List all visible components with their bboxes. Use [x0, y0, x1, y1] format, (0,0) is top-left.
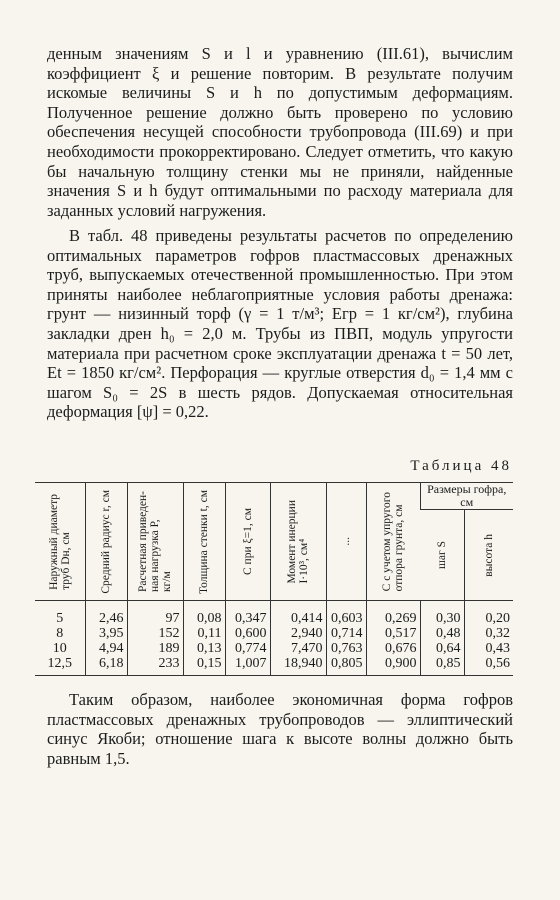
paragraph-2: В табл. 48 приведены результаты расчетов по определению оптимальных параметров гофров пластмассовых дренажных труб, выпускаемых отечественной промышленностью. При этом приняты наиболее неблагоприятные условия работы дренажа: грунт — низинный торф (γ = 1 т/м³; Eгр = 1 кг/см²), глубина закладки дрен h₀ = 2,0 м. Трубы из ПВП, модуль упругости материала при расчетном сроке эксплуатации дренажа t = 50 лет, Et = 1850 кг/см². Перфорация — круглые отверстия d₀ = 1,4 мм с шагом S₀ = 2S в шесть рядов. Допускаемая относительная деформация [ψ] = 0,22. — [47, 226, 513, 422]
table-cell: 12,5 — [35, 656, 85, 676]
header-mean-radius: Средний радиус r, см — [85, 483, 127, 601]
table-cell: 6,18 — [85, 656, 127, 676]
table-cell: 0,805 — [326, 656, 366, 676]
header-wall-thickness: Толщина стенки t, см — [183, 483, 225, 601]
table-cell: 0,11 — [183, 626, 225, 641]
header-design-load: Расчетная приведен- ная нагрузка P, кг/м — [127, 483, 183, 601]
header-col7: ... — [326, 483, 366, 601]
table-cell: 233 — [127, 656, 183, 676]
table-cell: 2,940 — [270, 626, 326, 641]
table-cell: 0,56 — [464, 656, 513, 676]
table-cell: 0,64 — [420, 641, 464, 656]
table-cell: 0,85 — [420, 656, 464, 676]
paragraph-1: денным значениям S и l и уравнению (III.61), вычислим коэффициент ξ и решение повторим. В результате получим искомые величины S и h по допустимым деформациям. Полученное решение должно быть проверено по условию обеспечения несущей способности трубопровода (III.69) и при необходимости прокорректировано. Следует отметить, что какую бы начальную толщину стенки мы не приняли, найденные значения S и h будут оптимальными по расходу материала для заданных условий нагружения. — [47, 44, 513, 220]
table-cell: 0,43 — [464, 641, 513, 656]
table-cell: 5 — [56, 611, 64, 626]
header-height: высота h — [464, 510, 513, 601]
header-c-xi1: C при ξ=1, см — [225, 483, 270, 601]
table-caption: Таблица 48 — [410, 458, 512, 474]
table-cell: 7,470 — [270, 641, 326, 656]
table-cell: 0,15 — [183, 656, 225, 676]
table-cell: 0,600 — [225, 626, 270, 641]
table-cell: 3,95 — [85, 626, 127, 641]
table-cell: 2,46 — [85, 601, 127, 627]
table-cell: 0,08 — [183, 601, 225, 627]
table-row — [35, 601, 513, 627]
data-table — [35, 482, 513, 676]
table-cell: 0,30 — [420, 601, 464, 627]
table-cell: 10 — [52, 641, 67, 656]
table-cell: 0,269 — [366, 601, 420, 627]
table-cell: 1,007 — [225, 656, 270, 676]
header-corrugation-size: Размеры гофра, см — [420, 483, 513, 510]
table-cell: 97 — [127, 601, 183, 627]
table-cell: 8 — [56, 626, 64, 641]
header-pitch: шаг S — [420, 510, 464, 601]
table-cell: 4,94 — [85, 641, 127, 656]
table-cell: 0,714 — [326, 626, 366, 641]
table-cell: 0,13 — [183, 641, 225, 656]
table-cell: 0,517 — [366, 626, 420, 641]
table-cell: 189 — [127, 641, 183, 656]
table-cell: 0,774 — [225, 641, 270, 656]
table-row — [35, 641, 513, 656]
table-cell: 0,676 — [366, 641, 420, 656]
table-cell: 0,603 — [326, 601, 366, 627]
table-row — [35, 656, 513, 676]
table-cell: 18,940 — [270, 656, 326, 676]
paragraph-3: Таким образом, наиболее экономичная форма гофров пластмассовых дренажных трубопроводов — эллиптический синус Якоби; отношение шага к высоте волны должно быть равным 1,5. — [47, 690, 513, 768]
header-outer-diameter: Наружный диаметр труб Dн, см — [35, 483, 85, 601]
header-c-soil: C с учетом упругого отпора грунта, см — [366, 483, 420, 601]
table-row — [35, 626, 513, 641]
table-cell: 0,20 — [464, 601, 513, 627]
table-cell: 152 — [127, 626, 183, 641]
header-moment-inertia: Момент инерции I·10³, см⁴ — [270, 483, 326, 601]
table-cell: 0,32 — [464, 626, 513, 641]
table-cell: 0,347 — [225, 601, 270, 627]
table-cell: 0,48 — [420, 626, 464, 641]
table-cell: 0,763 — [326, 641, 366, 656]
table-cell: 0,414 — [270, 601, 326, 627]
table-cell: 0,900 — [366, 656, 420, 676]
